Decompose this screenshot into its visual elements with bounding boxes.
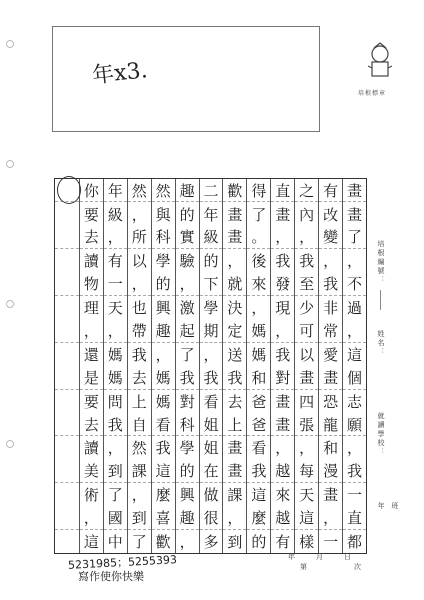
grid-cell: 我 xyxy=(299,252,315,271)
grid-cell xyxy=(55,202,79,225)
grid-cell: 到 xyxy=(104,460,127,483)
grid-cell: 這 xyxy=(251,486,267,505)
grid-cell: 然 xyxy=(128,179,151,202)
grid-cell: ， xyxy=(299,439,315,458)
times-label: 次 xyxy=(354,563,361,571)
grid-cell: ， xyxy=(176,273,199,296)
grid-cell: 的 xyxy=(251,533,267,552)
grid-cell: 常 xyxy=(319,319,342,342)
grid-cell: 爸 xyxy=(247,413,270,436)
grid-cell: ， xyxy=(251,299,267,318)
grid-cell: 麼 xyxy=(247,506,270,529)
grid-cell: 的 xyxy=(179,205,195,224)
grid-column xyxy=(79,179,103,553)
grid-cell: 爸 xyxy=(251,392,267,411)
grid-cell: 媽 xyxy=(155,392,171,411)
grid-cell: 這 xyxy=(83,533,99,552)
grid-cell: 去 xyxy=(128,366,151,389)
grid-cell: 畫 xyxy=(227,205,243,224)
grid-column xyxy=(270,179,294,553)
grid-cell: 自 xyxy=(128,413,151,436)
grid-cell: 驗 xyxy=(179,252,195,271)
footer-slogan: 寫作使你快樂 xyxy=(78,570,144,583)
grid-cell: ， xyxy=(107,439,123,458)
grid-cell: 歡 xyxy=(155,533,171,552)
grid-cell: 媽 xyxy=(104,366,127,389)
grid-cell: 一 xyxy=(347,486,363,505)
grid-cell: 問 xyxy=(107,392,123,411)
grid-cell: 畫 xyxy=(275,205,291,224)
grid-cell: 到 xyxy=(227,533,243,552)
grid-cell: 願 xyxy=(343,413,366,436)
binder-hole xyxy=(6,40,14,48)
grid-cell: 去 xyxy=(227,392,243,411)
grid-column xyxy=(342,179,366,553)
grid-cell: 做 xyxy=(203,486,219,505)
grid-cell: 我 xyxy=(319,273,342,296)
grid-cell: 國 xyxy=(104,506,127,529)
grid-cell: ， xyxy=(323,252,339,271)
grid-cell: ， xyxy=(227,252,243,271)
grid-cell: ， xyxy=(271,226,294,249)
grid-cell: 美 xyxy=(80,460,103,483)
grid-cell: 畫 xyxy=(223,460,246,483)
grid-cell: 對 xyxy=(179,392,195,411)
grid-cell: 在 xyxy=(200,460,223,483)
grid-cell: ， xyxy=(131,205,147,224)
grid-cell: ， xyxy=(275,439,291,458)
grid-cell: 龍 xyxy=(319,413,342,436)
grid-cell: 過 xyxy=(347,299,363,318)
grid-cell xyxy=(55,343,79,366)
grid-cell: ， xyxy=(128,273,151,296)
grid-cell: 愛 xyxy=(323,345,339,364)
grid-cell: 不 xyxy=(343,273,366,296)
grid-cell: 了 xyxy=(343,226,366,249)
grid-column xyxy=(318,179,342,553)
grid-cell xyxy=(55,273,79,296)
grid-cell: 科 xyxy=(176,413,199,436)
grid-cell: 我 xyxy=(131,345,147,364)
grid-cell: ， xyxy=(131,486,147,505)
grid-cell: 這 xyxy=(295,506,318,529)
grid-cell: 一 xyxy=(104,273,127,296)
footer-phone: 5231985；5255393 xyxy=(67,553,178,572)
grid-cell: 興 xyxy=(155,299,171,318)
grid-cell: 喜 xyxy=(152,506,175,529)
grid-cell: 每 xyxy=(295,460,318,483)
grid-cell xyxy=(55,530,79,553)
grid-cell: 張 xyxy=(295,413,318,436)
grid-cell: 也 xyxy=(131,299,147,318)
grid-cell: 至 xyxy=(295,273,318,296)
grid-cell: 我 xyxy=(247,460,270,483)
grid-cell: 看 xyxy=(251,439,267,458)
grid-cell: 趣 xyxy=(176,179,199,202)
grid-cell xyxy=(55,249,79,272)
grid-cell: ， xyxy=(203,345,219,364)
month-label: 月 xyxy=(316,553,323,561)
grid-cell: 我 xyxy=(176,366,199,389)
grid-cell: ， xyxy=(223,506,246,529)
grid-cell: 歡 xyxy=(223,179,246,202)
grid-cell: 要 xyxy=(83,205,99,224)
grid-cell: 和 xyxy=(323,439,339,458)
grid-cell: 很 xyxy=(200,506,223,529)
grid-column xyxy=(55,179,79,553)
mascot-stamp-icon xyxy=(362,42,398,82)
stamp-label: 培根標章 xyxy=(358,90,387,97)
grid-cell: 內 xyxy=(299,205,315,224)
grid-cell: 我 xyxy=(343,460,366,483)
grid-cell: 對 xyxy=(271,366,294,389)
grid-cell: 媽 xyxy=(107,345,123,364)
grid-cell: 興 xyxy=(179,486,195,505)
grid-cell: 趣 xyxy=(176,506,199,529)
grid-cell: ， xyxy=(179,533,195,552)
grid-cell: 課 xyxy=(128,460,151,483)
editor-label: 培根編號： xyxy=(377,240,385,285)
grid-cell: 了 xyxy=(179,345,195,364)
grid-cell: 變 xyxy=(319,226,342,249)
grid-cell: ， xyxy=(155,345,171,364)
grid-cell: 和 xyxy=(247,366,270,389)
grid-cell: 姐 xyxy=(200,413,223,436)
grid-cell: 麼 xyxy=(155,486,171,505)
grid-cell: 的 xyxy=(176,460,199,483)
grid-cell: 然 xyxy=(131,439,147,458)
handwritten-note: 年x3. xyxy=(91,58,149,89)
grid-cell: 恐 xyxy=(323,392,339,411)
grid-column xyxy=(151,179,175,553)
grid-column xyxy=(222,179,246,553)
grid-cell: 讀 xyxy=(83,252,99,271)
grid-cell: 下 xyxy=(200,273,223,296)
grid-cell xyxy=(55,436,79,459)
grid-cell: 二 xyxy=(200,179,223,202)
grid-cell: 讀 xyxy=(83,439,99,458)
grid-cell: 上 xyxy=(131,392,147,411)
grid-cell xyxy=(55,226,79,249)
grid-cell: 志 xyxy=(347,392,363,411)
grid-cell: 我 xyxy=(200,366,223,389)
grid-cell: 中 xyxy=(107,533,123,552)
grid-cell: 看 xyxy=(203,392,219,411)
grid-cell: 看 xyxy=(152,413,175,436)
grid-cell: 可 xyxy=(295,319,318,342)
grid-cell: 要 xyxy=(83,392,99,411)
grid-cell: 有 xyxy=(275,533,291,552)
binder-hole xyxy=(6,440,14,448)
grid-cell: 之 xyxy=(295,179,318,202)
grid-cell: 現 xyxy=(275,299,291,318)
grid-cell: 多 xyxy=(203,533,219,552)
grid-cell: ， xyxy=(80,506,103,529)
grid-cell: 學 xyxy=(155,252,171,271)
grid-cell: 我 xyxy=(104,413,127,436)
grid-cell: 後 xyxy=(251,252,267,271)
grid-cell: 級 xyxy=(200,226,223,249)
grid-cell: 以 xyxy=(131,252,147,271)
grid-cell: 媽 xyxy=(251,345,267,364)
binder-hole xyxy=(6,160,14,168)
grid-cell: 畫 xyxy=(295,366,318,389)
grid-cell: ， xyxy=(319,506,342,529)
grid-cell: 帶 xyxy=(128,319,151,342)
grid-cell: 畫 xyxy=(227,439,243,458)
grid-cell: 以 xyxy=(299,345,315,364)
grid-cell: 定 xyxy=(223,319,246,342)
grid-cell xyxy=(55,390,79,413)
grid-cell: 一 xyxy=(323,533,339,552)
grid-cell: ， xyxy=(104,319,127,342)
grid-column xyxy=(175,179,199,553)
grid-cell: 科 xyxy=(152,226,175,249)
grid-cell: 了 xyxy=(251,205,267,224)
grid-cell: 送 xyxy=(227,345,243,364)
grid-cell: 有 xyxy=(107,252,123,271)
grid-cell: 的 xyxy=(152,273,175,296)
grid-cell: 非 xyxy=(323,299,339,318)
grid-column xyxy=(246,179,270,553)
grid-cell: 理 xyxy=(83,299,99,318)
grid-cell: 到 xyxy=(128,506,151,529)
grid-cell: 是 xyxy=(80,366,103,389)
date-row xyxy=(280,552,380,572)
grid-cell: ， xyxy=(347,439,363,458)
grid-cell: 我 xyxy=(223,366,246,389)
grid-cell: 去 xyxy=(80,226,103,249)
grid-cell: 學 xyxy=(203,299,219,318)
grid-cell: 與 xyxy=(155,205,171,224)
grid-cell xyxy=(55,366,79,389)
grid-cell: 少 xyxy=(299,299,315,318)
grid-cell: 來 xyxy=(247,273,270,296)
grid-cell: 畫 xyxy=(319,366,342,389)
grid-cell: 了 xyxy=(107,486,123,505)
week-label: 第 xyxy=(300,563,307,571)
year-label: 年 xyxy=(288,553,295,561)
grid-cell xyxy=(55,319,79,342)
grid-cell: 這 xyxy=(347,345,363,364)
grid-cell: 姐 xyxy=(203,439,219,458)
grid-cell: 課 xyxy=(227,486,243,505)
grid-cell: 樣 xyxy=(299,533,315,552)
grid-cell: 得 xyxy=(247,179,270,202)
grid-cell: 所 xyxy=(128,226,151,249)
grid-cell: 畫 xyxy=(347,205,363,224)
grid-cell xyxy=(55,483,79,506)
grid-cell: 術 xyxy=(83,486,99,505)
grade-label: 年 xyxy=(377,502,385,511)
grid-cell: 畫 xyxy=(275,392,291,411)
grid-cell: ， xyxy=(343,319,366,342)
grid-cell: 趣 xyxy=(152,319,175,342)
grid-cell: 期 xyxy=(200,319,223,342)
grid-cell: 年 xyxy=(104,179,127,202)
grid-column xyxy=(294,179,318,553)
grid-cell: 發 xyxy=(271,273,294,296)
grid-cell: 天 xyxy=(107,299,123,318)
grid-cell: ， xyxy=(347,252,363,271)
grid-cell: 這 xyxy=(152,460,175,483)
grid-cell: 天 xyxy=(299,486,315,505)
grid-cell: 我 xyxy=(275,252,291,271)
grid-cell: 就 xyxy=(223,273,246,296)
grid-cell: 有 xyxy=(319,179,342,202)
grid-cell: 上 xyxy=(223,413,246,436)
grid-cell: 的 xyxy=(203,252,219,271)
grid-cell: 漫 xyxy=(319,460,342,483)
grid-cell: 越 xyxy=(271,460,294,483)
grid-column xyxy=(199,179,223,553)
day-label: 日 xyxy=(344,553,351,561)
writing-grid xyxy=(54,178,367,554)
grid-cell: 畫 xyxy=(271,413,294,436)
grid-cell: 了 xyxy=(131,533,147,552)
grid-column xyxy=(127,179,151,553)
grid-cell: 去 xyxy=(80,413,103,436)
grid-cell: 起 xyxy=(176,319,199,342)
grid-cell: 我 xyxy=(155,439,171,458)
grid-cell: 越 xyxy=(271,506,294,529)
grid-cell: ， xyxy=(80,319,103,342)
grid-cell: 年 xyxy=(203,205,219,224)
grid-cell: 直 xyxy=(343,506,366,529)
class-label: 班 xyxy=(391,502,399,511)
grid-cell: 我 xyxy=(275,345,291,364)
grid-column xyxy=(103,179,127,553)
school-label: 就讀學校： xyxy=(377,412,385,457)
grid-cell: 改 xyxy=(323,205,339,224)
grid-cell: 決 xyxy=(227,299,243,318)
grid-cell: 媽 xyxy=(247,319,270,342)
grid-cell: 。 xyxy=(247,226,270,249)
grid-cell: ， xyxy=(104,226,127,249)
grid-cell: 都 xyxy=(347,533,363,552)
grid-cell: 學 xyxy=(179,439,195,458)
binder-hole xyxy=(6,300,14,308)
grid-cell xyxy=(55,506,79,529)
name-label: 姓名： xyxy=(377,330,385,357)
grid-cell: 然 xyxy=(152,179,175,202)
grid-cell: 實 xyxy=(176,226,199,249)
grid-cell: 物 xyxy=(80,273,103,296)
grid-cell: 畫 xyxy=(343,179,366,202)
grid-cell: 你 xyxy=(80,179,103,202)
divider xyxy=(380,290,381,310)
grid-cell: 還 xyxy=(83,345,99,364)
grid-cell: 畫 xyxy=(323,486,339,505)
side-info xyxy=(368,180,408,560)
grid-cell xyxy=(55,296,79,319)
grid-cell: 畫 xyxy=(223,226,246,249)
grid-cell: 直 xyxy=(271,179,294,202)
grid-cell: 媽 xyxy=(152,366,175,389)
grid-cell: 激 xyxy=(179,299,195,318)
grid-cell: ， xyxy=(295,226,318,249)
grid-cell xyxy=(55,413,79,436)
grid-cell: 個 xyxy=(343,366,366,389)
grid-cell: 四 xyxy=(299,392,315,411)
grid-cell: 級 xyxy=(107,205,123,224)
grid-cell xyxy=(55,460,79,483)
circle-mark xyxy=(57,176,81,204)
grid-cell: 來 xyxy=(275,486,291,505)
grid-cell: ， xyxy=(271,319,294,342)
